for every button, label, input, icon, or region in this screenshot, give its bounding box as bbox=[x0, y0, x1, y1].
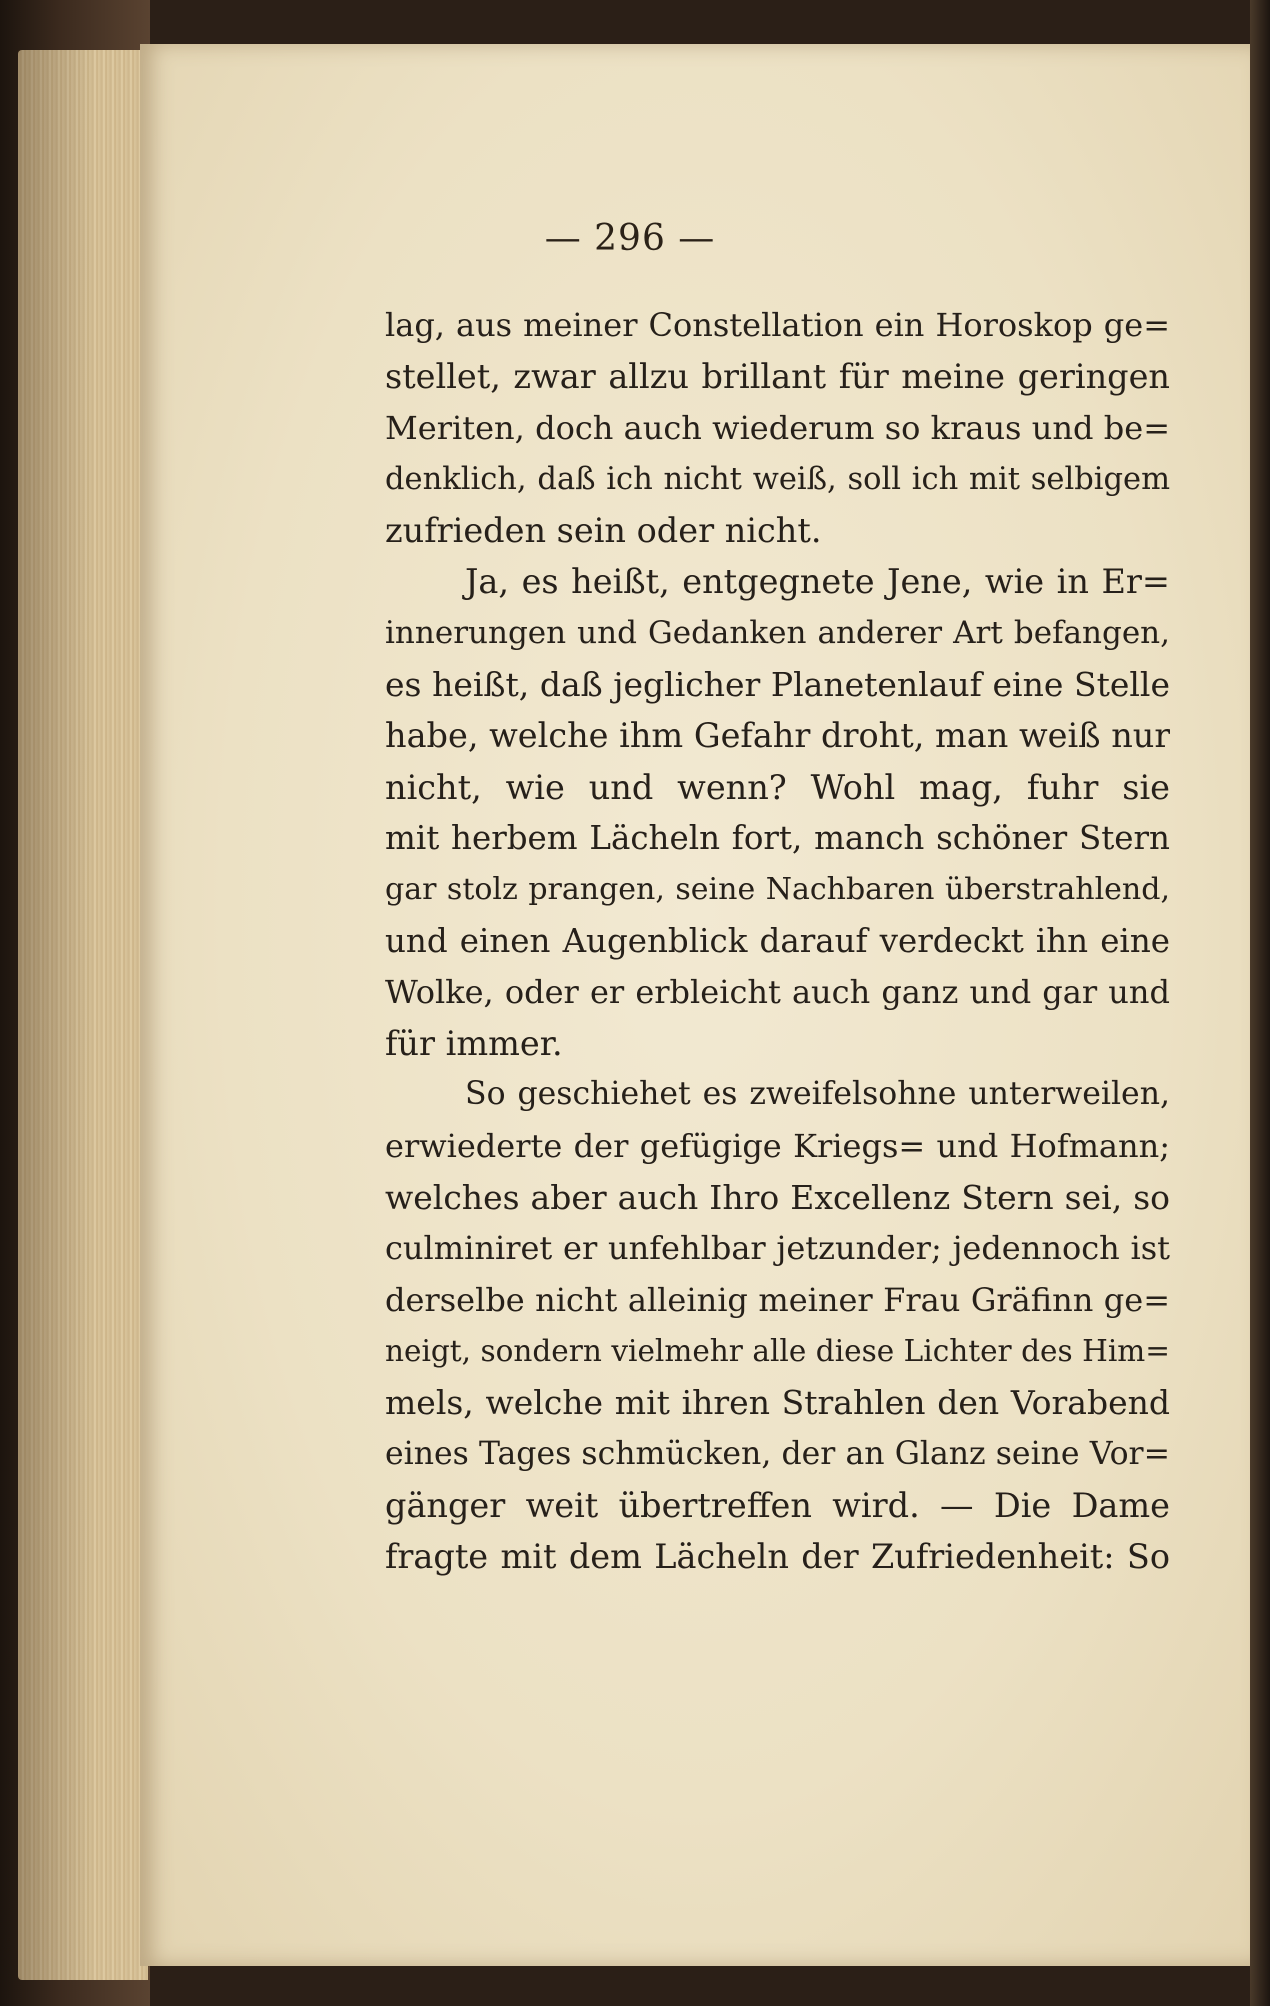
text-line: gar stolz prangen, seine Nachbaren überstrahlend, bbox=[385, 872, 1170, 908]
text-line: und einen Augenblick darauf verdeckt ihn eine bbox=[385, 921, 1170, 960]
text-line: gänger weit übertreffen wird. — Die Dame bbox=[385, 1485, 1170, 1525]
page-number: — 296 — bbox=[544, 218, 716, 259]
text-line: So geschiehet es zweifelsohne unterweilen, bbox=[465, 1076, 1170, 1113]
text-line: erwiederte der gefügige Kriegs= und Hofmann; bbox=[385, 1126, 1170, 1165]
text-line: Wolke, oder er erbleicht auch ganz und gar und bbox=[385, 972, 1170, 1011]
text-line: culminiret er unfehlbar jetzunder; jedennoch ist bbox=[385, 1229, 1170, 1268]
text-line: stellet, zwar allzu brillant für meine geringen bbox=[385, 357, 1170, 397]
text-line: habe, welche ihm Gefahr droht, man weiß nur bbox=[385, 716, 1170, 756]
text-line: zufrieden sein oder nicht. bbox=[385, 511, 822, 551]
text-line: innerungen und Gedanken anderer Art befangen, bbox=[385, 614, 1170, 651]
text-line: neigt, sondern vielmehr alle diese Lichter des Him= bbox=[385, 1333, 1170, 1368]
text-line: Meriten, doch auch wiederum so kraus und be= bbox=[385, 408, 1170, 447]
text-line: mit herbem Lächeln fort, manch schöner Stern bbox=[385, 818, 1170, 857]
page-edges bbox=[18, 50, 148, 1980]
text-line: denklich, daß ich nicht weiß, soll ich mit selbigem bbox=[385, 461, 1170, 497]
text-line: mels, welche mit ihren Strahlen den Vorabend bbox=[385, 1383, 1170, 1423]
text-line: derselbe nicht alleinig meiner Frau Gräfinn ge= bbox=[385, 1280, 1170, 1319]
text-line: für immer. bbox=[385, 1024, 563, 1064]
text-line: nicht, wie und wenn? Wohl mag, fuhr sie bbox=[385, 767, 1170, 807]
text-line: welches aber auch Ihro Excellenz Stern sei, so bbox=[385, 1178, 1170, 1218]
text-line: es heißt, daß jeglicher Planetenlauf eine Stelle bbox=[385, 665, 1170, 705]
text-line: eines Tages schmücken, der an Glanz seine Vor= bbox=[385, 1435, 1170, 1472]
text-line: Ja, es heißt, entgegnete Jene, wie in Er= bbox=[465, 562, 1170, 602]
body-text bbox=[385, 300, 1170, 1582]
right-cover-edge bbox=[1250, 0, 1270, 2006]
text-line: fragte mit dem Lächeln der Zufriedenheit: So bbox=[385, 1537, 1170, 1577]
text-line: lag, aus meiner Constellation ein Horoskop ge= bbox=[385, 306, 1170, 344]
